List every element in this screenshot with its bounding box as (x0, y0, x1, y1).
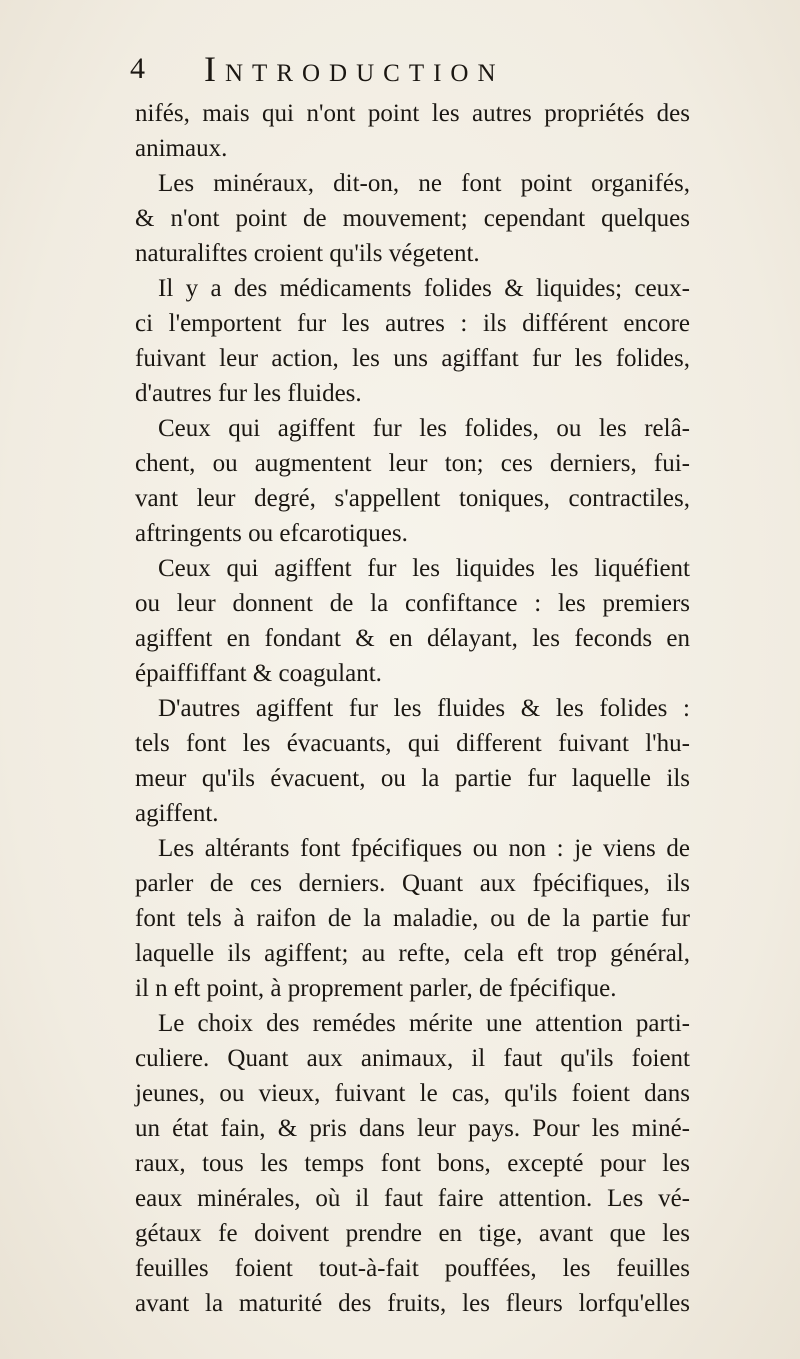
text-line: agiffent. (135, 800, 219, 827)
text-line: font tels à raifon de la maladie, ou de la partie fur (135, 905, 690, 932)
text-line: Ceux qui agiffent fur les folides, ou les relâ- (158, 415, 690, 442)
text-line: d'autres fur les fluides. (135, 380, 362, 407)
text-line: épaiffiffant & coagulant. (135, 660, 382, 687)
text-line: naturaliftes croient qu'ils végetent. (135, 240, 480, 267)
text-line: feuilles foient tout-à-fait pouffées, les feuilles (135, 1255, 690, 1282)
text-line: meur qu'ils évacuent, ou la partie fur laquelle ils (135, 765, 690, 792)
text-line: nifés, mais qui n'ont point les autres propriétés des (135, 100, 690, 127)
text-line: raux, tous les temps font bons, excepté pour les (135, 1150, 690, 1177)
text-line: D'autres agiffent fur les fluides & les folides : (158, 695, 690, 722)
text-line: jeunes, ou vieux, fuivant le cas, qu'ils foient dans (135, 1080, 690, 1107)
body-text (135, 96, 690, 1321)
text-line: ou leur donnent de la confiftance : les premiers (135, 590, 690, 617)
text-line: aftringents ou efcarotiques. (135, 520, 408, 547)
text-line: parler de ces derniers. Quant aux fpécifiques, ils (135, 870, 690, 897)
page-header (130, 44, 670, 94)
text-line: & n'ont point de mouvement; cependant quelques (135, 205, 690, 232)
text-line: avant la maturité des fruits, les fleurs lorfqu'elles (135, 1290, 690, 1317)
text-line: tels font les évacuants, qui different fuivant l'hu- (135, 730, 690, 757)
text-line: fuivant leur action, les uns agiffant fur les folides, (135, 345, 690, 372)
text-line: gétaux fe doivent prendre en tige, avant que les (135, 1220, 690, 1247)
text-line: Il y a des médicaments folides & liquides; ceux- (158, 275, 690, 302)
running-head: Introduction (204, 49, 505, 89)
text-line: Les altérants font fpécifiques ou non : je viens de (158, 835, 690, 862)
text-line: Les minéraux, dit-on, ne font point organifés, (158, 170, 690, 197)
page-number: 4 (130, 52, 145, 85)
text-line: Le choix des remédes mérite une attention parti- (158, 1010, 690, 1037)
text-line: animaux. (135, 135, 228, 162)
text-line: laquelle ils agiffent; au refte, cela eft trop général, (135, 940, 690, 967)
text-line: chent, ou augmentent leur ton; ces derniers, fui- (135, 450, 690, 477)
text-line: vant leur degré, s'appellent toniques, contractiles, (135, 485, 690, 512)
text-line: eaux minérales, où il faut faire attention. Les vé- (135, 1185, 690, 1212)
text-line: un état fain, & pris dans leur pays. Pour les miné- (135, 1115, 690, 1142)
text-line: Ceux qui agiffent fur les liquides les liquéfient (158, 555, 690, 582)
text-line: agiffent en fondant & en délayant, les feconds en (135, 625, 690, 652)
text-line: culiere. Quant aux animaux, il faut qu'ils foient (135, 1045, 690, 1072)
text-line: il n eft point, à proprement parler, de fpécifique. (135, 975, 617, 1002)
text-line: ci l'emportent fur les autres : ils différent encore (135, 310, 690, 337)
